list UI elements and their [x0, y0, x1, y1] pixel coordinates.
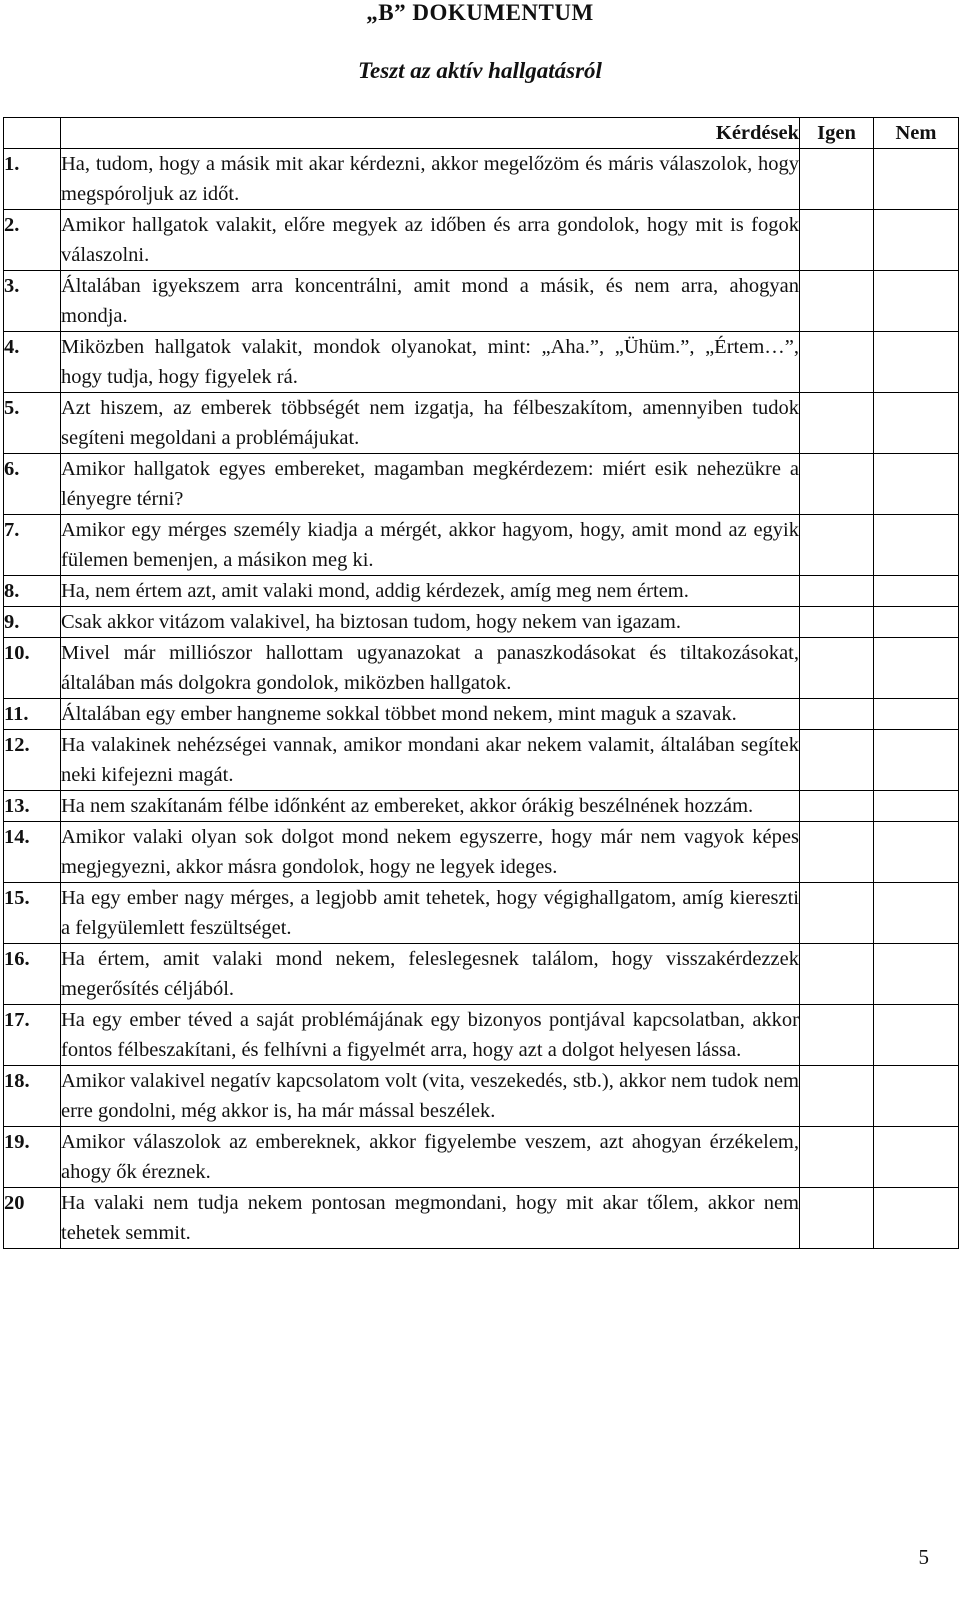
answer-no-cell[interactable] [874, 638, 959, 699]
answer-no-cell[interactable] [874, 271, 959, 332]
answer-no-cell[interactable] [874, 607, 959, 638]
answer-no-cell[interactable] [874, 883, 959, 944]
answer-no-cell[interactable] [874, 1066, 959, 1127]
question-row [4, 271, 959, 332]
answer-yes-cell[interactable] [800, 149, 874, 210]
question-text: Ha, tudom, hogy a másik mit akar kérdezni, akkor megelőzöm és máris válaszolok, hogy megspóroljuk az időt. [61, 149, 800, 210]
question-number: 11. [4, 699, 61, 730]
question-text: Azt hiszem, az emberek többségét nem izgatja, ha félbeszakítom, amennyiben tudok segíteni megoldani a problémájukat. [61, 393, 800, 454]
question-text: Általában igyekszem arra koncentrálni, amit mond a másik, és nem arra, ahogyan mondja. [61, 271, 800, 332]
answer-yes-cell[interactable] [800, 1066, 874, 1127]
question-number: 16. [4, 944, 61, 1005]
question-row [4, 1127, 959, 1188]
answer-no-cell[interactable] [874, 454, 959, 515]
question-number: 2. [4, 210, 61, 271]
question-number: 9. [4, 607, 61, 638]
question-number: 20 [4, 1188, 61, 1249]
question-row [4, 332, 959, 393]
question-text: Amikor valaki olyan sok dolgot mond nekem egyszerre, hogy már nem vagyok képes megjegyezni, akkor másra gondolok, hogy ne legyek ideges. [61, 822, 800, 883]
header-number [4, 118, 61, 149]
question-row [4, 638, 959, 699]
answer-no-cell[interactable] [874, 730, 959, 791]
answer-yes-cell[interactable] [800, 822, 874, 883]
question-number: 6. [4, 454, 61, 515]
question-text: Amikor hallgatok valakit, előre megyek az időben és arra gondolok, hogy mit is fogok válaszolni. [61, 210, 800, 271]
answer-yes-cell[interactable] [800, 515, 874, 576]
answer-yes-cell[interactable] [800, 1127, 874, 1188]
answer-no-cell[interactable] [874, 332, 959, 393]
question-number: 19. [4, 1127, 61, 1188]
answer-yes-cell[interactable] [800, 332, 874, 393]
question-text: Amikor egy mérges személy kiadja a mérgét, akkor hagyom, hogy, amit mond az egyik fülemen bemenjen, a másikon meg ki. [61, 515, 800, 576]
question-text: Amikor valakivel negatív kapcsolatom volt (vita, veszekedés, stb.), akkor nem tudok nem erre gondolni, még akkor is, ha már mással beszélek. [61, 1066, 800, 1127]
answer-no-cell[interactable] [874, 699, 959, 730]
question-text: Amikor válaszolok az embereknek, akkor figyelembe veszem, azt ahogyan érzékelem, ahogy ők éreznek. [61, 1127, 800, 1188]
answer-yes-cell[interactable] [800, 271, 874, 332]
answer-yes-cell[interactable] [800, 454, 874, 515]
answer-no-cell[interactable] [874, 210, 959, 271]
question-row [4, 1188, 959, 1249]
answer-no-cell[interactable] [874, 1188, 959, 1249]
answer-yes-cell[interactable] [800, 730, 874, 791]
document-title: „B” DOKUMENTUM [366, 0, 594, 25]
header-yes: Igen [800, 118, 874, 149]
page-number: 5 [918, 1545, 929, 1569]
question-row [4, 210, 959, 271]
answer-yes-cell[interactable] [800, 699, 874, 730]
question-row [4, 149, 959, 210]
question-number: 7. [4, 515, 61, 576]
answer-no-cell[interactable] [874, 149, 959, 210]
quiz-table [3, 117, 959, 1249]
answer-yes-cell[interactable] [800, 638, 874, 699]
question-row [4, 1066, 959, 1127]
answer-no-cell[interactable] [874, 944, 959, 1005]
answer-no-cell[interactable] [874, 515, 959, 576]
answer-yes-cell[interactable] [800, 607, 874, 638]
answer-yes-cell[interactable] [800, 393, 874, 454]
question-row [4, 699, 959, 730]
header-no: Nem [874, 118, 959, 149]
header-row [4, 118, 959, 149]
answer-yes-cell[interactable] [800, 576, 874, 607]
answer-no-cell[interactable] [874, 576, 959, 607]
question-text: Csak akkor vitázom valakivel, ha biztosan tudom, hogy nekem van igazam. [61, 607, 800, 638]
question-text: Ha nem szakítanám félbe időnként az embereket, akkor órákig beszélnének hozzám. [61, 791, 800, 822]
question-row [4, 944, 959, 1005]
question-number: 17. [4, 1005, 61, 1066]
question-row [4, 822, 959, 883]
question-number: 5. [4, 393, 61, 454]
question-number: 18. [4, 1066, 61, 1127]
question-number: 10. [4, 638, 61, 699]
question-row [4, 515, 959, 576]
question-text: Amikor hallgatok egyes embereket, magamban megkérdezem: miért esik nehezükre a lényegre térni? [61, 454, 800, 515]
question-number: 13. [4, 791, 61, 822]
question-number: 4. [4, 332, 61, 393]
header-questions: Kérdések [61, 118, 800, 149]
question-text: Ha, nem értem azt, amit valaki mond, addig kérdezek, amíg meg nem értem. [61, 576, 800, 607]
answer-no-cell[interactable] [874, 1005, 959, 1066]
question-text: Ha egy ember téved a saját problémájának egy bizonyos pontjával kapcsolatban, akkor fontos félbeszakítani, és felhívni a figyelmét arra, hogy azt a dolgot helyesen lássa. [61, 1005, 800, 1066]
question-row [4, 883, 959, 944]
question-number: 15. [4, 883, 61, 944]
question-text: Ha valaki nem tudja nekem pontosan megmondani, hogy mit akar tőlem, akkor nem tehetek semmit. [61, 1188, 800, 1249]
question-number: 3. [4, 271, 61, 332]
question-text: Miközben hallgatok valakit, mondok olyanokat, mint: „Aha.”, „Ühüm.”, „Értem…”, hogy tudja, hogy figyelek rá. [61, 332, 800, 393]
question-number: 12. [4, 730, 61, 791]
question-number: 1. [4, 149, 61, 210]
answer-no-cell[interactable] [874, 822, 959, 883]
answer-yes-cell[interactable] [800, 944, 874, 1005]
question-row [4, 1005, 959, 1066]
answer-no-cell[interactable] [874, 1127, 959, 1188]
answer-yes-cell[interactable] [800, 1188, 874, 1249]
question-text: Ha egy ember nagy mérges, a legjobb amit tehetek, hogy végighallgatom, amíg kiereszti a felgyülemlett feszültséget. [61, 883, 800, 944]
answer-yes-cell[interactable] [800, 1005, 874, 1066]
answer-yes-cell[interactable] [800, 883, 874, 944]
question-number: 8. [4, 576, 61, 607]
question-text: Ha értem, amit valaki mond nekem, feleslegesnek találom, hogy visszakérdezzek megerősítés céljából. [61, 944, 800, 1005]
question-row [4, 607, 959, 638]
question-text: Ha valakinek nehézségei vannak, amikor mondani akar nekem valamit, általában segítek neki kifejezni magát. [61, 730, 800, 791]
answer-yes-cell[interactable] [800, 210, 874, 271]
answer-no-cell[interactable] [874, 791, 959, 822]
question-row [4, 791, 959, 822]
question-row [4, 393, 959, 454]
answer-yes-cell[interactable] [800, 791, 874, 822]
question-row [4, 454, 959, 515]
question-text: Általában egy ember hangneme sokkal többet mond nekem, mint maguk a szavak. [61, 699, 800, 730]
question-number: 14. [4, 822, 61, 883]
question-text: Mivel már milliószor hallottam ugyanazokat a panaszkodásokat és tiltakozásokat, általában más dolgokra gondolok, miközben hallgatok. [61, 638, 800, 699]
answer-no-cell[interactable] [874, 393, 959, 454]
question-row [4, 576, 959, 607]
question-row [4, 730, 959, 791]
document-subtitle: Teszt az aktív hallgatásról [358, 58, 602, 83]
